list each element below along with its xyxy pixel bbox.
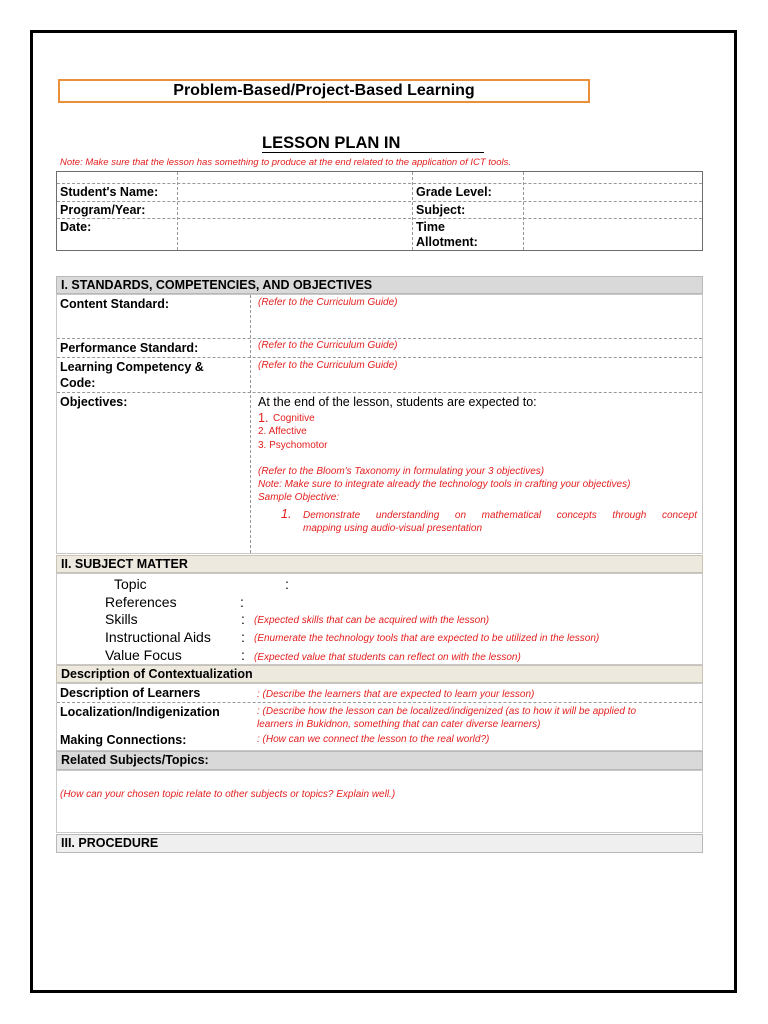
objectives-intro: At the end of the lesson, students are expected to: (258, 395, 537, 409)
aids-colon: : (241, 629, 245, 645)
connections-hint: : (How can we connect the lesson to the real world?) (257, 734, 490, 745)
skills-hint: (Expected skills that can be acquired with the lesson) (254, 615, 490, 626)
references-colon: : (240, 594, 244, 610)
learners-hint: : (Describe the learners that are expected to learn your lesson) (257, 689, 535, 700)
procedure-heading: III. PROCEDURE (56, 834, 703, 853)
contextualization-heading: Description of Contextualization (56, 665, 703, 683)
localization-hint-line1: : (Describe how the lesson can be localized/indigenized (as to how it will be applied to (257, 706, 637, 717)
topic-colon: : (285, 576, 289, 592)
content-standard-label: Content Standard: (60, 297, 170, 311)
bloom-note: (Refer to the Bloom's Taxonomy in formulating your 3 objectives) (258, 466, 545, 477)
value-focus-label: Value Focus (105, 647, 182, 663)
value-colon: : (241, 647, 245, 663)
related-subjects-box (56, 770, 703, 833)
learners-label: Description of Learners (60, 686, 201, 700)
section1-heading: I. STANDARDS, COMPETENCIES, AND OBJECTIVES (56, 276, 703, 294)
allotment-label: Allotment: (416, 235, 478, 249)
sample-objective-line2: mapping using audio-visual presentation (303, 523, 483, 534)
subject-label: Subject: (416, 203, 466, 217)
skills-label: Skills (105, 611, 138, 627)
related-subjects-heading: Related Subjects/Topics: (56, 751, 703, 770)
objective-1: Cognitive (273, 413, 315, 424)
localization-label: Localization/Indigenization (60, 705, 220, 719)
performance-standard-label: Performance Standard: (60, 341, 199, 355)
program-year-label: Program/Year: (60, 203, 146, 217)
code-label: Code: (60, 376, 96, 390)
connections-label: Making Connections: (60, 733, 187, 747)
students-name-label: Student's Name: (60, 185, 159, 199)
learning-competency-label: Learning Competency & (60, 360, 204, 374)
learning-competency-hint: (Refer to the Curriculum Guide) (258, 360, 398, 371)
topic-label: Topic (114, 576, 147, 592)
date-label: Date: (60, 220, 92, 234)
tech-note: Note: Make sure to integrate already the technology tools in crafting your objectives) (258, 479, 631, 490)
references-label: References (105, 594, 177, 610)
sample-objective-number: 1. (281, 507, 292, 521)
related-subjects-hint: (How can your chosen topic relate to other subjects or topics? Explain well.) (60, 789, 396, 800)
section2-heading: II. SUBJECT MATTER (56, 555, 703, 573)
instructional-aids-hint: (Enumerate the technology tools that are expected to be utilized in the lesson) (254, 633, 600, 644)
sample-objective-label: Sample Objective: (258, 492, 340, 503)
objectives-label: Objectives: (60, 395, 128, 409)
skills-colon: : (241, 611, 245, 627)
document-title: Problem-Based/Project-Based Learning (58, 79, 590, 103)
instructional-aids-label: Instructional Aids (105, 629, 211, 645)
performance-standard-hint: (Refer to the Curriculum Guide) (258, 340, 398, 351)
sample-objective-line1: Demonstrate understanding on mathematical concepts through concept (303, 510, 697, 521)
grade-level-label: Grade Level: (416, 185, 492, 199)
localization-hint-line2: learners in Bukidnon, something that can cater diverse learners) (257, 719, 541, 730)
content-standard-hint: (Refer to the Curriculum Guide) (258, 297, 398, 308)
objective-3: 3. Psychomotor (258, 440, 328, 451)
value-focus-hint: (Expected value that students can reflect on with the lesson) (254, 652, 521, 663)
objective-2: 2. Affective (258, 426, 307, 437)
lesson-plan-title: LESSON PLAN IN (262, 134, 484, 153)
objective-1-number: 1. (258, 411, 269, 425)
time-label: Time (416, 220, 445, 234)
ict-note: Note: Make sure that the lesson has something to produce at the end related to the application of ICT tools. (60, 157, 511, 168)
